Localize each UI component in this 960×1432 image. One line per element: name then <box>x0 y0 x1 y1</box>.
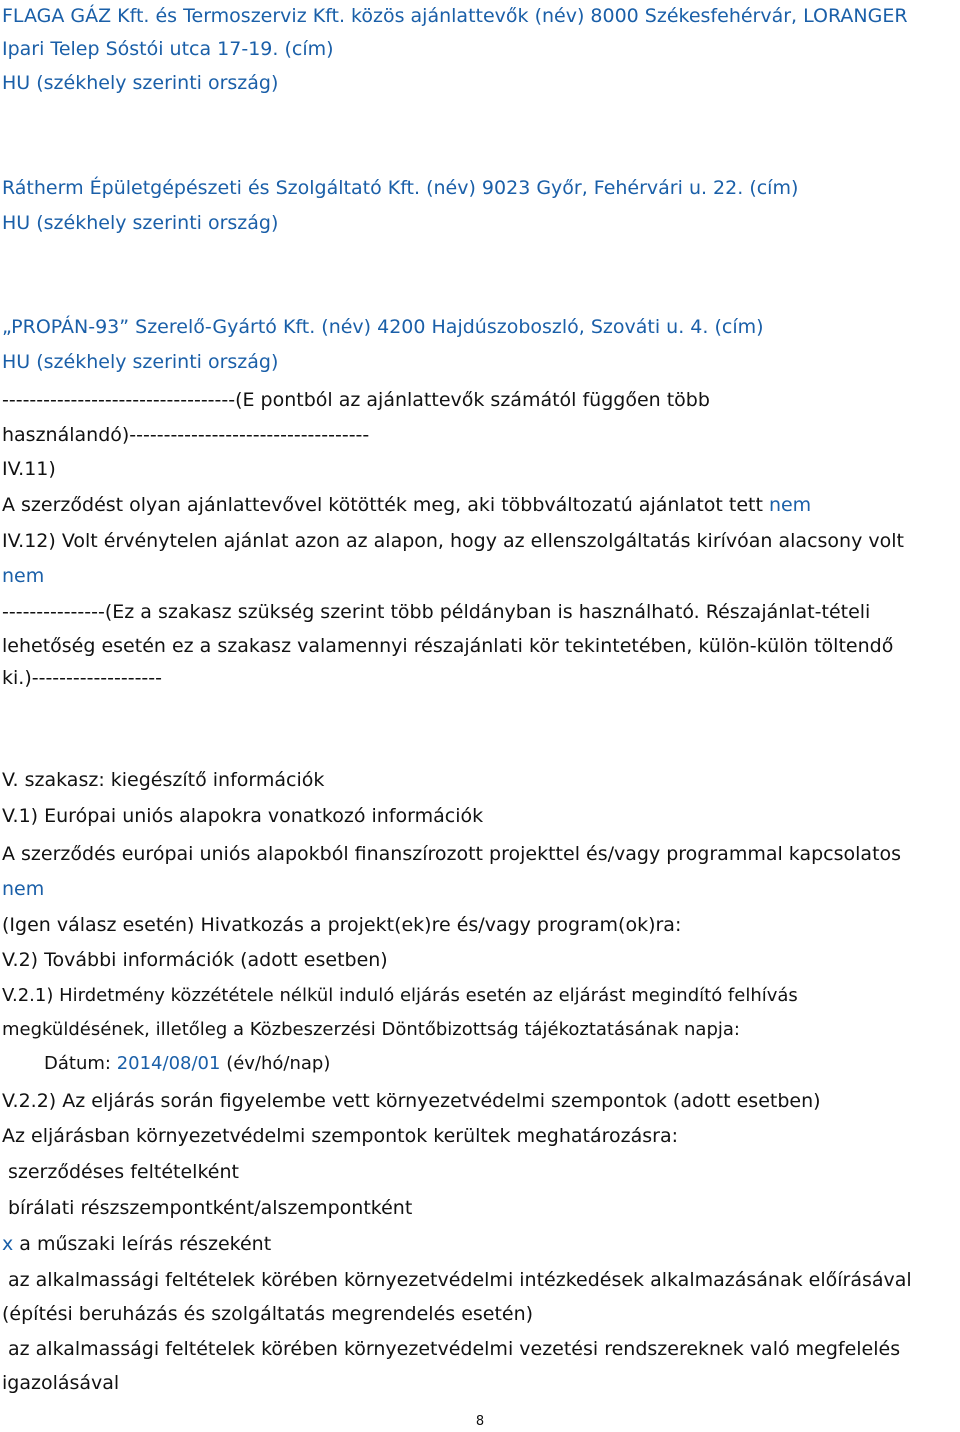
date-label: Dátum: <box>44 1053 111 1074</box>
env-option-1: szerződéses feltételként <box>8 1161 239 1183</box>
iv11-answer: nem <box>768 494 812 516</box>
v1-reference: (Igen válasz esetén) Hivatkozás a projekt(ek)re és/vagy program(ok)ra: <box>2 914 682 936</box>
company3-country: HU (székhely szerinti ország) <box>2 351 279 373</box>
env-option-4-line2: (építési beruházás és szolgáltatás megrendelés esetén) <box>2 1303 534 1325</box>
iv11-label: IV.11) <box>2 458 56 480</box>
iv11-question <box>2 493 811 517</box>
v21-line1: V.2.1) Hirdetmény közzététele nélkül induló eljárás esetén az eljárást megindító felhívás <box>2 985 798 1006</box>
date-format: (év/hó/nap) <box>226 1053 331 1074</box>
date-row <box>44 1052 330 1076</box>
env-option-5-line1: az alkalmassági feltételek körében környezetvédelmi vezetési rendszereknek való megfelelés <box>8 1338 901 1360</box>
iv12-question: IV.12) Volt érvénytelen ajánlat azon az alapon, hogy az ellenszolgáltatás kirívóan alacsony volt <box>2 530 904 552</box>
v2-title: V.2) További információk (adott esetben) <box>2 949 388 971</box>
company1-line2: Ipari Telep Sóstói utca 17-19. (cím) <box>2 38 334 60</box>
v1-answer: nem <box>2 878 45 900</box>
env-option-3 <box>2 1232 271 1256</box>
separator2-line3: ki.)------------------- <box>2 667 162 689</box>
separator2-line1: ---------------(Ez a szakasz szükség szerint több példányban is használható. Részajánlat-tételi <box>2 601 871 623</box>
separator2-line2: lehetőség esetén ez a szakasz valamennyi részajánlati kör tekintetében, külön-külön töltendő <box>2 635 894 657</box>
separator1-line1: ----------------------------------(E pontból az ajánlattevők számától függően több <box>2 389 710 411</box>
v22-intro: Az eljárásban környezetvédelmi szempontok kerültek meghatározásra: <box>2 1125 679 1147</box>
company1-country: HU (székhely szerinti ország) <box>2 72 279 94</box>
iv11-text: A szerződést olyan ajánlattevővel kötötték meg, aki többváltozatú ajánlatot tett <box>2 494 763 516</box>
v21-line2: megküldésének, illetőleg a Közbeszerzési Döntőbizottság tájékoztatásának napja: <box>2 1019 740 1040</box>
env-option-2: bírálati részszempontként/alszempontként <box>8 1197 413 1219</box>
iv12-answer: nem <box>2 565 45 587</box>
v22-title: V.2.2) Az eljárás során figyelembe vett környezetvédelmi szempontok (adott esetben) <box>2 1090 821 1112</box>
page-number: 8 <box>475 1414 485 1429</box>
company3-line1: „PROPÁN-93” Szerelő-Gyártó Kft. (név) 4200 Hajdúszoboszló, Szováti u. 4. (cím) <box>2 316 764 338</box>
v1-title: V.1) Európai uniós alapokra vonatkozó információk <box>2 805 484 827</box>
section-v-title: V. szakasz: kiegészítő információk <box>2 769 325 791</box>
env-option-5-line2: igazolásával <box>2 1372 120 1394</box>
company2-country: HU (székhely szerinti ország) <box>2 212 279 234</box>
date-value: 2014/08/01 <box>116 1053 221 1074</box>
v1-question: A szerződés európai uniós alapokból finanszírozott projekttel és/vagy programmal kapcsolatos <box>2 843 902 865</box>
company1-line1: FLAGA GÁZ Kft. és Termoszerviz Kft. közös ajánlattevők (név) 8000 Székesfehérvár, LORANGER <box>2 5 908 27</box>
separator1-line2: használandó)----------------------------------- <box>2 424 370 446</box>
env-option-3-text: a műszaki leírás részeként <box>19 1233 272 1255</box>
company2-line1: Rátherm Épületgépészeti és Szolgáltató Kft. (név) 9023 Győr, Fehérvári u. 22. (cím) <box>2 177 799 199</box>
env-option-4-line1: az alkalmassági feltételek körében környezetvédelmi intézkedések alkalmazásának előírásával <box>8 1269 912 1291</box>
env-option-3-mark: x <box>2 1233 14 1255</box>
